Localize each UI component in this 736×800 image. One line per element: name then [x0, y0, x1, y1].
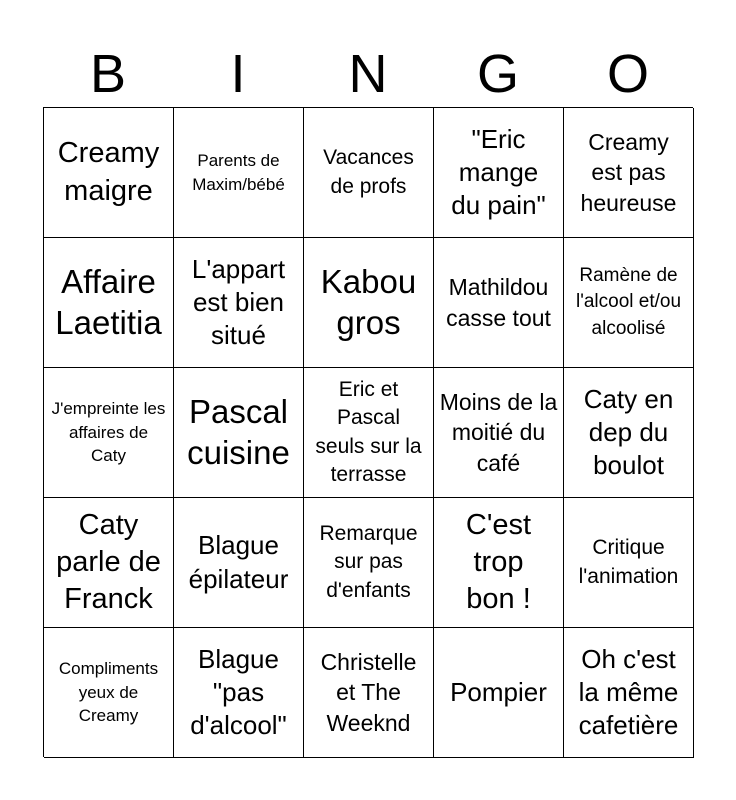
bingo-cell-label: Mathildou casse tout: [446, 274, 551, 331]
bingo-cell[interactable]: [44, 368, 174, 498]
bingo-cell[interactable]: [44, 238, 174, 368]
bingo-cell-label: Parents de Maxim/bébé: [192, 151, 285, 194]
bingo-cell-label: "Eric mange du pain": [451, 123, 546, 221]
bingo-cell-label: Ramène de l'alcool et/ou alcoolisé: [575, 264, 682, 339]
header-letter-g: G: [476, 44, 519, 104]
bingo-cell-label: Affaire Laetitia: [55, 263, 162, 341]
bingo-board: [43, 107, 693, 757]
bingo-header: [43, 40, 693, 108]
bingo-cell[interactable]: [434, 238, 564, 368]
bingo-cell[interactable]: [434, 498, 564, 628]
bingo-cell[interactable]: [174, 108, 304, 238]
bingo-cell[interactable]: [564, 368, 694, 498]
bingo-cell[interactable]: [434, 628, 564, 758]
bingo-cell-label: Caty parle de Franck: [56, 508, 161, 616]
bingo-cell-label: Kabou gros: [320, 263, 417, 341]
bingo-cell-label: L'appart est bien situé: [191, 253, 286, 351]
bingo-cell[interactable]: [304, 368, 434, 498]
bingo-cell-label: J'empreinte les affaires de Caty: [51, 399, 166, 466]
bingo-cell[interactable]: [564, 108, 694, 238]
bingo-cell[interactable]: [174, 498, 304, 628]
bingo-cell-label: Compliments yeux de Creamy: [58, 659, 159, 726]
bingo-cell-label: Pascal cuisine: [187, 393, 290, 471]
bingo-cell[interactable]: [174, 368, 304, 498]
bingo-cell-label: Remarque sur pas d'enfants: [319, 521, 418, 602]
bingo-cell[interactable]: [44, 628, 174, 758]
bingo-cell-label: Christelle et The Weeknd: [320, 648, 417, 736]
bingo-cell-label: Creamy maigre: [57, 137, 160, 207]
header-letter-i: I: [230, 44, 246, 104]
bingo-cell-label: Pompier: [450, 676, 547, 707]
header-letter-n: N: [348, 44, 388, 104]
bingo-cell[interactable]: [434, 368, 564, 498]
bingo-cell[interactable]: [304, 108, 434, 238]
header-letter-b: B: [89, 44, 127, 104]
bingo-cell-label: Eric et Pascal seuls sur la terrasse: [315, 377, 422, 486]
bingo-cell-label: Caty en dep du boulot: [583, 383, 674, 481]
bingo-cell[interactable]: [564, 628, 694, 758]
bingo-cell[interactable]: [44, 498, 174, 628]
bingo-cell-label: Oh c'est la même cafetière: [578, 643, 679, 741]
bingo-cell[interactable]: [174, 628, 304, 758]
bingo-cell[interactable]: [564, 498, 694, 628]
bingo-cell[interactable]: [434, 108, 564, 238]
bingo-cell[interactable]: [564, 238, 694, 368]
bingo-cell[interactable]: [304, 238, 434, 368]
bingo-cell-label: Vacances de profs: [323, 146, 414, 198]
bingo-cell-label: Blague "pas d'alcool": [190, 643, 287, 741]
bingo-cell[interactable]: [174, 238, 304, 368]
bingo-cell-label: Critique l'animation: [578, 536, 679, 588]
bingo-cell-label: Moins de la moitié du café: [439, 388, 558, 476]
header-letter-o: O: [606, 44, 649, 104]
bingo-cell-label: Creamy est pas heureuse: [580, 128, 677, 216]
bingo-cell[interactable]: [304, 628, 434, 758]
bingo-cell-label: Blague épilateur: [188, 530, 289, 594]
bingo-cell-label: C'est trop bon !: [465, 508, 532, 616]
bingo-cell[interactable]: [44, 108, 174, 238]
bingo-cell[interactable]: [304, 498, 434, 628]
